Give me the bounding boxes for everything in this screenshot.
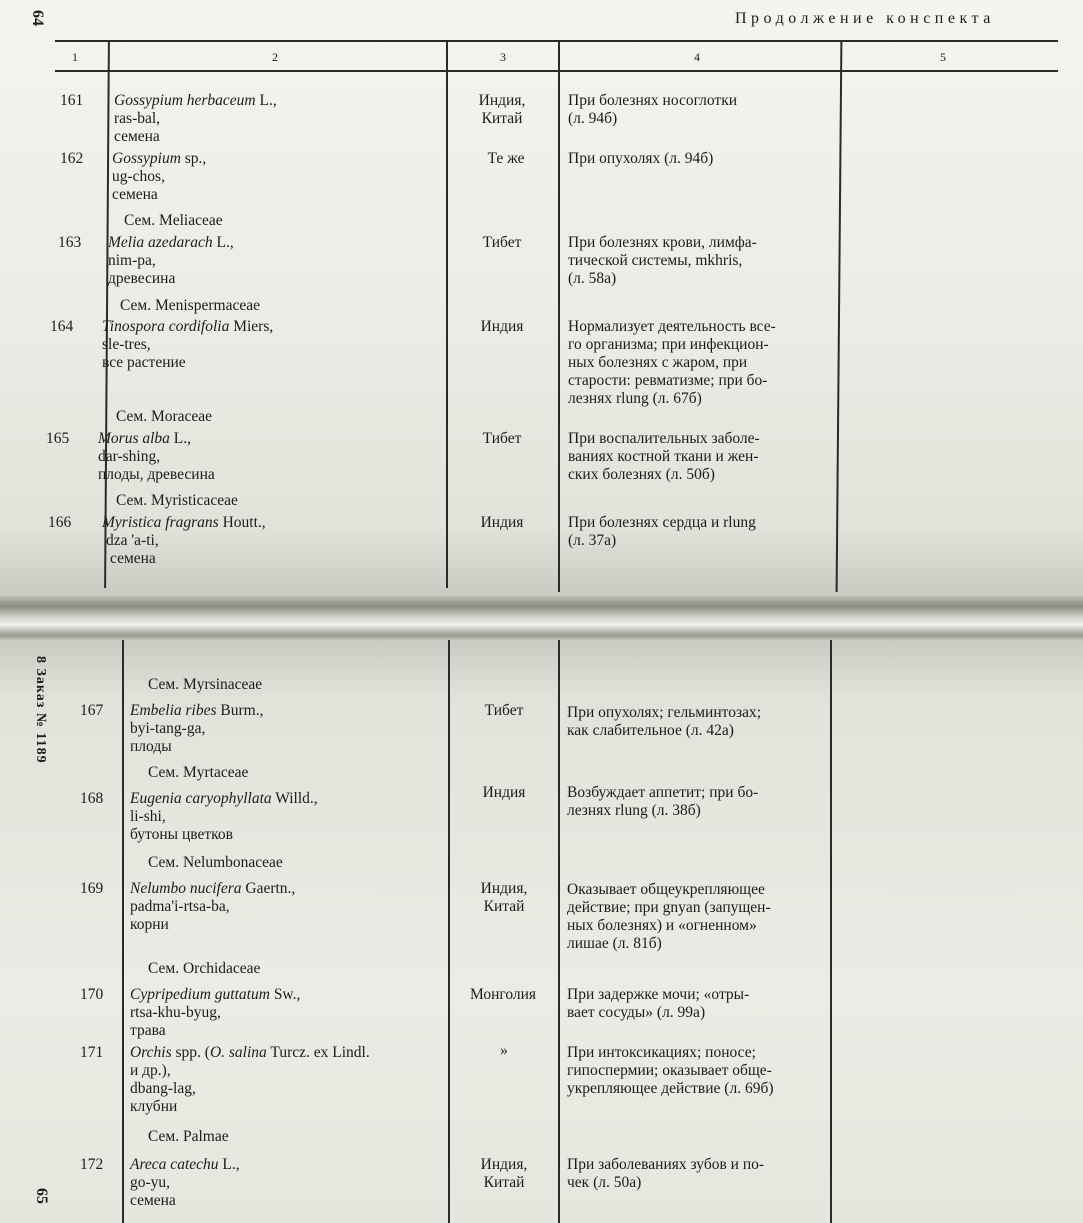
tibetan-name: dza 'a-ti, bbox=[106, 532, 159, 549]
column-rule-3 bbox=[558, 640, 560, 1223]
entry-number: 162 bbox=[60, 150, 84, 167]
species-name-continued: и др.), bbox=[130, 1062, 171, 1079]
region: Тибет bbox=[482, 234, 522, 251]
bottom-page bbox=[0, 640, 1083, 1223]
column-rule-1 bbox=[122, 640, 124, 1223]
family-heading: Сем. Myristicaceae bbox=[116, 492, 238, 509]
plant-part: семена bbox=[112, 186, 158, 203]
column-rule-4 bbox=[830, 640, 832, 1223]
region: Тибет bbox=[482, 430, 522, 447]
tibetan-name: li-shi, bbox=[130, 808, 166, 825]
species-name: Morus alba L., bbox=[98, 430, 192, 447]
plant-part: трава bbox=[130, 1022, 166, 1039]
entry-number: 166 bbox=[48, 514, 72, 531]
entry-number: 171 bbox=[80, 1044, 104, 1061]
entry-number: 168 bbox=[80, 790, 104, 807]
tibetan-name: dbang-lag, bbox=[130, 1080, 196, 1097]
species-name: Gossypium herbaceum L., bbox=[114, 92, 277, 109]
species-name: Nelumbo nucifera Gaertn., bbox=[130, 880, 296, 897]
header-rule-top bbox=[55, 40, 1058, 42]
tibetan-name: ug-chos, bbox=[112, 168, 165, 185]
tibetan-name: rtsa-khu-byug, bbox=[130, 1004, 221, 1021]
family-heading: Сем. Myrtaceae bbox=[148, 764, 249, 781]
usage-text: При воспалительных заболе- ваниях костной ткани и жен- ских болезнях (л. 50б) bbox=[568, 430, 760, 483]
column-number-3: 3 bbox=[500, 50, 506, 64]
top-page-number: 64 bbox=[29, 10, 46, 26]
region: Индия bbox=[480, 318, 524, 335]
top-page bbox=[0, 0, 1083, 600]
species-name: Gossypium sp., bbox=[112, 150, 207, 167]
tibetan-name: ras-bal, bbox=[114, 110, 161, 127]
entry-number: 163 bbox=[58, 234, 82, 251]
entry-number: 164 bbox=[50, 318, 74, 335]
species-name: Myristica fragrans Houtt., bbox=[102, 514, 266, 531]
region: Тибет bbox=[484, 702, 524, 719]
column-number-1: 1 bbox=[72, 50, 78, 64]
species-name: Eugenia caryophyllata Willd., bbox=[130, 790, 318, 807]
plant-part: клубни bbox=[130, 1098, 178, 1115]
plant-part: семена bbox=[114, 128, 160, 145]
family-heading: Сем. Moraceae bbox=[116, 408, 213, 425]
usage-text: При опухолях (л. 94б) bbox=[568, 150, 714, 167]
plant-part: бутоны цветков bbox=[130, 826, 233, 843]
region: Индия bbox=[480, 514, 524, 531]
bottom-page-number: 65 bbox=[33, 1188, 50, 1204]
family-heading: Сем. Myrsinaceae bbox=[148, 676, 263, 693]
family-heading: Сем. Menispermaceae bbox=[120, 297, 260, 314]
entry-number: 172 bbox=[80, 1156, 104, 1173]
column-rule-2 bbox=[448, 640, 450, 1223]
plant-part: все растение bbox=[102, 354, 186, 371]
plant-part: плоды, древесина bbox=[98, 466, 215, 483]
usage-text: При заболеваниях зубов и по- чек (л. 50а) bbox=[567, 1156, 765, 1191]
usage-text: Нормализует деятельность все- го организма; при инфекцион- ных болезнях с жаром, при старости: ревматизме; при бо- лезнях rlung (л. 67б) bbox=[568, 318, 776, 407]
tibetan-name: sle-tres, bbox=[102, 336, 151, 353]
region: Индия, bbox=[478, 92, 526, 109]
family-heading: Сем. Meliaceae bbox=[124, 212, 223, 229]
family-heading: Сем. Orchidaceae bbox=[148, 960, 261, 977]
plant-part: древесина bbox=[108, 270, 176, 287]
page-gutter bbox=[0, 596, 1083, 642]
entry-number: 165 bbox=[46, 430, 70, 447]
column-number-4: 4 bbox=[694, 50, 700, 64]
entry-number: 161 bbox=[60, 92, 84, 109]
usage-text: При опухолях; гельминтозах; как слабительное (л. 42а) bbox=[567, 704, 762, 739]
column-rule-4 bbox=[836, 40, 842, 592]
signature-mark: 8 Заказ № 1189 bbox=[33, 656, 48, 764]
running-title: Продолжение конспекта bbox=[735, 10, 995, 27]
species-name: Orchis spp. (O. salina Turcz. ex Lindl. bbox=[130, 1044, 370, 1061]
column-rule-3 bbox=[558, 40, 560, 592]
entry-number: 169 bbox=[80, 880, 104, 897]
column-number-2: 2 bbox=[272, 50, 278, 64]
region: » bbox=[500, 1042, 508, 1059]
tibetan-name: dar-shing, bbox=[98, 448, 161, 465]
plant-part: плоды bbox=[130, 738, 172, 755]
plant-part: семена bbox=[110, 550, 156, 567]
column-number-5: 5 bbox=[940, 50, 946, 64]
region: Индия, bbox=[480, 1156, 528, 1173]
tibetan-name: byi-tang-ga, bbox=[130, 720, 206, 737]
tibetan-name: go-yu, bbox=[130, 1174, 171, 1191]
entry-number: 170 bbox=[80, 986, 104, 1003]
region: Индия, bbox=[480, 880, 528, 897]
usage-text: Оказывает общеукрепляющее действие; при gnyan (запущен- ных болезнях) и «огненном» лишае (л. 81б) bbox=[567, 881, 771, 952]
species-name: Tinospora cordifolia Miers, bbox=[102, 318, 274, 335]
tibetan-name: nim-pa, bbox=[108, 252, 156, 269]
column-rule-1 bbox=[104, 40, 109, 588]
usage-text: При болезнях носоглотки (л. 94б) bbox=[568, 92, 738, 127]
species-name: Melia azedarach L., bbox=[108, 234, 234, 251]
family-heading: Сем. Palmae bbox=[148, 1128, 229, 1145]
species-name: Cypripedium guttatum Sw., bbox=[130, 986, 301, 1003]
header-rule-bottom bbox=[55, 70, 1058, 72]
plant-part: корни bbox=[130, 916, 169, 933]
region: Монголия bbox=[469, 986, 537, 1003]
column-rule-2 bbox=[446, 40, 448, 588]
region: Китай bbox=[483, 1174, 525, 1191]
region: Китай bbox=[483, 898, 525, 915]
plant-part: семена bbox=[130, 1192, 176, 1209]
usage-text: Возбуждает аппетит; при бо- лезнях rlung (л. 38б) bbox=[567, 784, 759, 819]
region: Индия bbox=[482, 784, 526, 801]
tibetan-name: padma'i-rtsa-ba, bbox=[130, 898, 230, 915]
usage-text: При задержке мочи; «отры- вает сосуды» (л. 99а) bbox=[567, 986, 750, 1021]
family-heading: Сем. Nelumbonaceae bbox=[148, 854, 283, 871]
usage-text: При болезнях крови, лимфа- тической системы, mkhris, (л. 58а) bbox=[568, 234, 757, 287]
usage-text: При интоксикациях; поносе; гипоспермии; оказывает обще- укрепляющее действие (л. 69б) bbox=[567, 1044, 774, 1097]
region: Те же bbox=[487, 150, 525, 167]
region: Китай bbox=[481, 110, 523, 127]
entry-number: 167 bbox=[80, 702, 104, 719]
species-name: Embelia ribes Burm., bbox=[130, 702, 264, 719]
usage-text: При болезнях сердца и rlung (л. 37а) bbox=[568, 514, 756, 549]
species-name: Areca catechu L., bbox=[130, 1156, 240, 1173]
